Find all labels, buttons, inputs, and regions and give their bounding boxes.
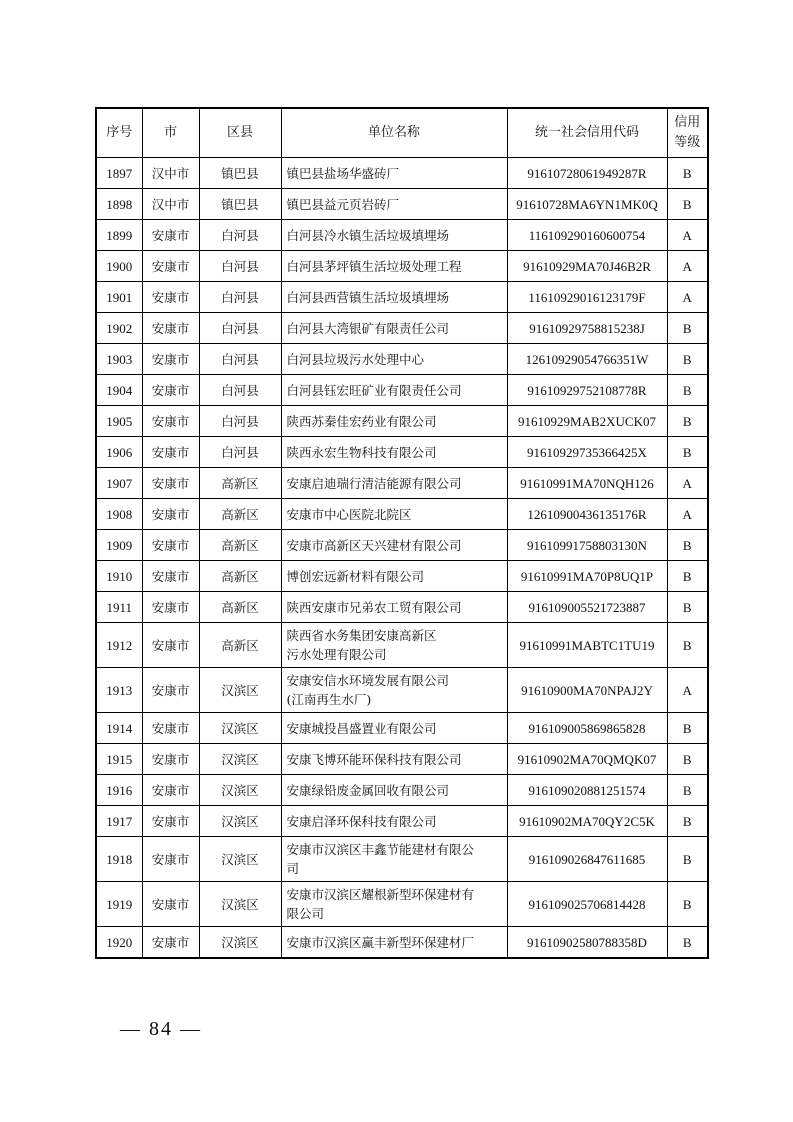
row-credit-code: 91610991MA70NQH126 [507, 468, 667, 499]
row-credit-code: 916109005521723887 [507, 592, 667, 623]
row-credit-level: B [667, 561, 708, 592]
header-credit-level-line1: 信用 [674, 115, 701, 130]
row-district: 白河县 [199, 313, 281, 344]
header-credit-code: 统一社会信用代码 [507, 108, 667, 158]
row-credit-code: 91610929752108778R [507, 375, 667, 406]
row-unit-name-line2: 司 [286, 861, 300, 876]
row-credit-level: A [667, 220, 708, 251]
row-district: 汉滨区 [199, 713, 281, 744]
row-unit-name [281, 837, 507, 882]
row-credit-level: B [667, 927, 708, 959]
row-city: 安康市 [142, 837, 199, 882]
row-district: 汉滨区 [199, 668, 281, 713]
row-district: 白河县 [199, 282, 281, 313]
row-unit-name: 白河县钰宏旺矿业有限责任公司 [281, 375, 507, 406]
row-district: 汉滨区 [199, 775, 281, 806]
row-seq: 1911 [96, 592, 142, 623]
row-credit-code: 91610929758815238J [507, 313, 667, 344]
row-unit-name: 安康绿铅废金属回收有限公司 [281, 775, 507, 806]
row-city: 安康市 [142, 561, 199, 592]
page-number: — 84 — [120, 1018, 202, 1040]
row-credit-level: B [667, 406, 708, 437]
row-credit-code: 91610991MA70P8UQ1P [507, 561, 667, 592]
row-city: 汉中市 [142, 158, 199, 189]
row-unit-name: 白河县茅坪镇生活垃圾处理工程 [281, 251, 507, 282]
row-district: 白河县 [199, 220, 281, 251]
table-row [96, 468, 708, 499]
row-credit-code: 91610991758803130N [507, 530, 667, 561]
row-credit-code: 91610728MA6YN1MK0Q [507, 189, 667, 220]
header-credit-level [667, 108, 708, 158]
row-seq: 1914 [96, 713, 142, 744]
row-district: 高新区 [199, 592, 281, 623]
row-credit-code: 91610902580788358D [507, 927, 667, 959]
table-row [96, 158, 708, 189]
row-city: 安康市 [142, 313, 199, 344]
row-credit-level: A [667, 468, 708, 499]
row-credit-code: 91610991MABTC1TU19 [507, 623, 667, 668]
row-unit-name: 白河县大湾银矿有限责任公司 [281, 313, 507, 344]
table-row [96, 251, 708, 282]
table-row [96, 882, 708, 927]
row-credit-code: 916109020881251574 [507, 775, 667, 806]
row-district: 汉滨区 [199, 837, 281, 882]
row-credit-level: B [667, 775, 708, 806]
table-row [96, 406, 708, 437]
row-city: 安康市 [142, 220, 199, 251]
row-unit-name-line2: (江南再生水厂) [286, 692, 372, 707]
table-row [96, 623, 708, 668]
table-row [96, 561, 708, 592]
row-district: 高新区 [199, 561, 281, 592]
header-credit-level-line2: 等级 [674, 135, 701, 150]
row-unit-name: 陕西苏秦佳宏药业有限公司 [281, 406, 507, 437]
row-city: 安康市 [142, 927, 199, 959]
row-district: 汉滨区 [199, 882, 281, 927]
row-city: 安康市 [142, 713, 199, 744]
row-credit-level: B [667, 344, 708, 375]
row-unit-name [281, 668, 507, 713]
row-unit-name: 陕西永宏生物科技有限公司 [281, 437, 507, 468]
row-district: 高新区 [199, 499, 281, 530]
row-seq: 1903 [96, 344, 142, 375]
row-unit-name: 博创宏远新材料有限公司 [281, 561, 507, 592]
row-credit-level: B [667, 882, 708, 927]
row-seq: 1915 [96, 744, 142, 775]
table-row [96, 668, 708, 713]
header-seq: 序号 [96, 108, 142, 158]
row-district: 白河县 [199, 437, 281, 468]
row-unit-name: 白河县垃圾污水处理中心 [281, 344, 507, 375]
row-credit-level: B [667, 623, 708, 668]
header-district: 区县 [199, 108, 281, 158]
row-credit-code: 916109026847611685 [507, 837, 667, 882]
table-row [96, 592, 708, 623]
row-city: 安康市 [142, 806, 199, 837]
row-unit-name: 陕西安康市兄弟农工贸有限公司 [281, 592, 507, 623]
row-credit-code: 91610900MA70NPAJ2Y [507, 668, 667, 713]
row-credit-level: B [667, 189, 708, 220]
row-city: 安康市 [142, 744, 199, 775]
table-row [96, 499, 708, 530]
row-district: 白河县 [199, 251, 281, 282]
row-credit-code: 91610929MAB2XUCK07 [507, 406, 667, 437]
row-credit-level: B [667, 592, 708, 623]
row-seq: 1916 [96, 775, 142, 806]
row-district: 镇巴县 [199, 158, 281, 189]
row-credit-level: B [667, 313, 708, 344]
row-unit-name-line1: 陕西省水务集团安康高新区 [286, 628, 437, 643]
row-unit-name-line1: 安康安信水环境发展有限公司 [286, 673, 450, 688]
row-city: 安康市 [142, 499, 199, 530]
row-city: 安康市 [142, 375, 199, 406]
row-seq: 1920 [96, 927, 142, 959]
row-city: 安康市 [142, 344, 199, 375]
row-seq: 1919 [96, 882, 142, 927]
row-credit-level: A [667, 251, 708, 282]
row-seq: 1897 [96, 158, 142, 189]
row-city: 安康市 [142, 437, 199, 468]
row-seq: 1902 [96, 313, 142, 344]
row-seq: 1917 [96, 806, 142, 837]
row-city: 安康市 [142, 530, 199, 561]
row-unit-name: 安康市高新区天兴建材有限公司 [281, 530, 507, 561]
row-city: 汉中市 [142, 189, 199, 220]
row-seq: 1900 [96, 251, 142, 282]
table-row [96, 837, 708, 882]
table-row [96, 437, 708, 468]
row-seq: 1907 [96, 468, 142, 499]
header-unit-name: 单位名称 [281, 108, 507, 158]
row-credit-level: B [667, 837, 708, 882]
row-unit-name: 安康飞博环能环保科技有限公司 [281, 744, 507, 775]
table-row [96, 375, 708, 406]
row-credit-code: 12610900436135176R [507, 499, 667, 530]
row-seq: 1898 [96, 189, 142, 220]
row-credit-code: 916109005869865828 [507, 713, 667, 744]
row-credit-level: A [667, 668, 708, 713]
row-credit-level: B [667, 158, 708, 189]
row-unit-name: 白河县冷水镇生活垃圾填埋场 [281, 220, 507, 251]
row-seq: 1909 [96, 530, 142, 561]
row-credit-code: 91610902MA70QY2C5K [507, 806, 667, 837]
row-credit-level: A [667, 282, 708, 313]
table-row [96, 806, 708, 837]
row-credit-code: 91610929735366425X [507, 437, 667, 468]
credit-rating-table [95, 107, 709, 959]
header-city: 市 [142, 108, 199, 158]
row-city: 安康市 [142, 775, 199, 806]
row-unit-name: 安康市中心医院北院区 [281, 499, 507, 530]
row-city: 安康市 [142, 251, 199, 282]
row-unit-name: 安康启迪瑞行清洁能源有限公司 [281, 468, 507, 499]
row-seq: 1906 [96, 437, 142, 468]
row-seq: 1905 [96, 406, 142, 437]
row-credit-code: 91610728061949287R [507, 158, 667, 189]
table-row [96, 189, 708, 220]
row-district: 高新区 [199, 468, 281, 499]
row-unit-name: 镇巴县益元页岩砖厂 [281, 189, 507, 220]
row-district: 汉滨区 [199, 806, 281, 837]
row-district: 汉滨区 [199, 744, 281, 775]
row-unit-name [281, 882, 507, 927]
row-city: 安康市 [142, 623, 199, 668]
row-seq: 1910 [96, 561, 142, 592]
table-row [96, 713, 708, 744]
row-seq: 1899 [96, 220, 142, 251]
row-credit-code: 91610929MA70J46B2R [507, 251, 667, 282]
row-city: 安康市 [142, 882, 199, 927]
row-credit-level: B [667, 375, 708, 406]
table-row [96, 282, 708, 313]
row-district: 白河县 [199, 406, 281, 437]
row-unit-name: 安康启泽环保科技有限公司 [281, 806, 507, 837]
row-district: 汉滨区 [199, 927, 281, 959]
row-district: 白河县 [199, 375, 281, 406]
row-seq: 1918 [96, 837, 142, 882]
row-credit-level: B [667, 806, 708, 837]
row-city: 安康市 [142, 668, 199, 713]
row-unit-name: 安康市汉滨区赢丰新型环保建材厂 [281, 927, 507, 959]
row-unit-name: 安康城投昌盛置业有限公司 [281, 713, 507, 744]
row-city: 安康市 [142, 468, 199, 499]
row-unit-name: 白河县西营镇生活垃圾填埋场 [281, 282, 507, 313]
row-credit-level: A [667, 499, 708, 530]
row-seq: 1912 [96, 623, 142, 668]
row-district: 镇巴县 [199, 189, 281, 220]
row-credit-code: 116109290160600754 [507, 220, 667, 251]
row-city: 安康市 [142, 282, 199, 313]
row-district: 高新区 [199, 623, 281, 668]
row-unit-name-line2: 污水处理有限公司 [286, 647, 387, 662]
row-seq: 1908 [96, 499, 142, 530]
row-credit-level: B [667, 530, 708, 561]
row-credit-code: 11610929016123179F [507, 282, 667, 313]
row-credit-level: B [667, 713, 708, 744]
row-seq: 1913 [96, 668, 142, 713]
row-district: 白河县 [199, 344, 281, 375]
row-unit-name-line1: 安康市汉滨区丰鑫节能建材有限公 [286, 842, 475, 857]
row-unit-name-line2: 限公司 [286, 906, 325, 921]
row-unit-name [281, 623, 507, 668]
row-credit-level: B [667, 437, 708, 468]
table-row [96, 927, 708, 959]
table-header-row [96, 108, 708, 158]
table-row [96, 744, 708, 775]
row-city: 安康市 [142, 592, 199, 623]
table-row [96, 344, 708, 375]
row-credit-level: B [667, 744, 708, 775]
row-credit-code: 916109025706814428 [507, 882, 667, 927]
row-credit-code: 12610929054766351W [507, 344, 667, 375]
row-unit-name-line1: 安康市汉滨区耀根新型环保建材有 [286, 887, 475, 902]
row-credit-code: 91610902MA70QMQK07 [507, 744, 667, 775]
row-seq: 1904 [96, 375, 142, 406]
row-district: 高新区 [199, 530, 281, 561]
table-row [96, 220, 708, 251]
row-city: 安康市 [142, 406, 199, 437]
row-seq: 1901 [96, 282, 142, 313]
table-row [96, 530, 708, 561]
table-row [96, 775, 708, 806]
row-unit-name: 镇巴县盐场华盛砖厂 [281, 158, 507, 189]
table-row [96, 313, 708, 344]
